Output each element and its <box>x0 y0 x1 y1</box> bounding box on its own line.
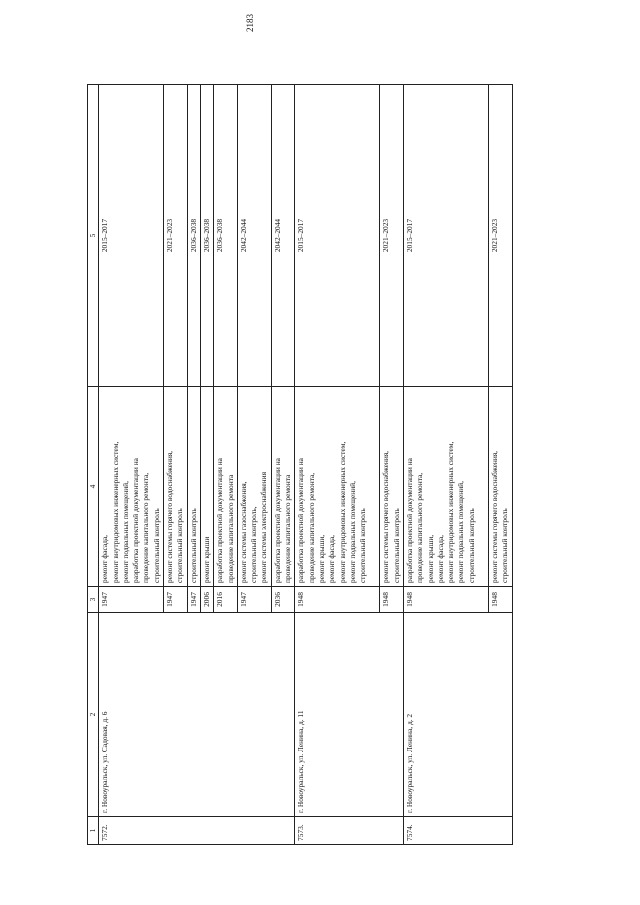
work-item: ремонт фасада, <box>435 535 445 583</box>
work-item: ремонт системы электроснабжения <box>259 472 269 583</box>
work-item: ремонт фасада, <box>100 535 110 583</box>
period-cell: 2021–2023 <box>380 85 404 387</box>
period-cell: 2042–2044 <box>237 85 271 387</box>
works-cell <box>187 387 200 587</box>
works-cell <box>488 387 512 587</box>
table-row <box>99 85 164 845</box>
year-cell: 1948 <box>403 587 488 613</box>
work-item: строительный контроль <box>151 508 161 583</box>
row-number-cell: 7573. <box>295 817 404 845</box>
work-item: ремонт системы газоснабжения, <box>238 481 248 583</box>
year-cell: 1947 <box>164 587 188 613</box>
year-cell: 1947 <box>187 587 200 613</box>
year-cell: 1948 <box>380 587 404 613</box>
year-cell: 1948 <box>488 587 512 613</box>
work-item: ремонт крыши <box>201 536 211 583</box>
year-cell: 1947 <box>99 587 164 613</box>
period-cell: 2015–2017 <box>403 85 488 387</box>
work-item: разработка проектной документации на <box>272 458 282 583</box>
work-item: ремонт внутридомовых инженерных систем, <box>446 441 456 583</box>
table-row <box>403 85 488 845</box>
works-cell <box>403 387 488 587</box>
header-cell: 4 <box>88 387 99 587</box>
work-item: проведение капитального ремонта, <box>141 472 151 583</box>
page-number: 2183 <box>245 14 255 32</box>
work-item: строительный контроль <box>188 508 198 583</box>
work-item: разработка проектной документации на <box>404 458 414 583</box>
header-row <box>88 85 99 845</box>
work-item: строительный контроль, <box>249 506 259 583</box>
period-cell: 2036–2038 <box>214 85 238 387</box>
header-cell: 5 <box>88 85 99 387</box>
period-cell: 2036–2038 <box>187 85 200 387</box>
work-item: строительный контроль <box>500 508 510 583</box>
header-cell: 3 <box>88 587 99 613</box>
period-cell: 2036–2038 <box>200 85 213 387</box>
work-item: ремонт внутридомовых инженерных систем, <box>110 441 120 583</box>
row-number-cell: 7572. <box>99 817 295 845</box>
works-cell <box>271 387 295 587</box>
period-cell: 2015–2017 <box>99 85 164 387</box>
works-cell <box>214 387 238 587</box>
address-cell: г. Новоуральск, ул. Ленина, д. 2 <box>403 613 512 817</box>
work-item: ремонт фасада, <box>327 535 337 583</box>
rotated-table-frame <box>87 85 532 845</box>
header-cell: 2 <box>88 613 99 817</box>
works-cell <box>295 387 380 587</box>
work-item: ремонт системы горячего водоснабжения, <box>165 450 175 583</box>
works-cell <box>200 387 213 587</box>
work-item: проведение капитального ремонта <box>283 474 293 583</box>
work-item: ремонт подвальных помещений, <box>456 481 466 583</box>
works-cell <box>99 387 164 587</box>
work-item: проведение капитального ремонта, <box>306 472 316 583</box>
year-cell: 2006 <box>200 587 213 613</box>
works-cell <box>164 387 188 587</box>
year-cell: 1947 <box>237 587 271 613</box>
work-item: разработка проектной документации на <box>296 458 306 583</box>
period-cell: 2042–2044 <box>271 85 295 387</box>
address-cell: г. Новоуральск, ул. Ленина, д. 11 <box>295 613 404 817</box>
work-item: проведение капитального ремонта <box>225 474 235 583</box>
header-cell: 1 <box>88 817 99 845</box>
work-item: ремонт крыши, <box>425 534 435 583</box>
period-cell: 2021–2023 <box>164 85 188 387</box>
period-cell: 2015–2017 <box>295 85 380 387</box>
work-item: ремонт внутридомовых инженерных систем, <box>337 441 347 583</box>
capital-repair-table <box>87 84 513 845</box>
works-cell <box>237 387 271 587</box>
year-cell: 2016 <box>214 587 238 613</box>
work-item: строительный контроль <box>358 508 368 583</box>
work-item: строительный контроль <box>175 508 185 583</box>
work-item: ремонт подвальных помещений, <box>347 481 357 583</box>
work-item: разработка проектной документации на <box>131 458 141 583</box>
work-item: ремонт крыши, <box>316 534 326 583</box>
year-cell: 1948 <box>295 587 380 613</box>
address-cell: г. Новоуральск, ул. Садовая, д. 6 <box>99 613 295 817</box>
work-item: разработка проектной документации на <box>215 458 225 583</box>
work-item: строительный контроль <box>466 508 476 583</box>
work-item: ремонт системы горячего водоснабжения, <box>381 450 391 583</box>
table-row <box>295 85 380 845</box>
work-item: проведение капитального ремонта, <box>415 472 425 583</box>
row-number-cell: 7574. <box>403 817 512 845</box>
work-item: ремонт системы горячего водоснабжения, <box>489 450 499 583</box>
work-item: строительный контроль <box>391 508 401 583</box>
work-item: ремонт подвальных помещений, <box>120 481 130 583</box>
works-cell <box>380 387 404 587</box>
period-cell: 2021–2023 <box>488 85 512 387</box>
year-cell: 2036 <box>271 587 295 613</box>
